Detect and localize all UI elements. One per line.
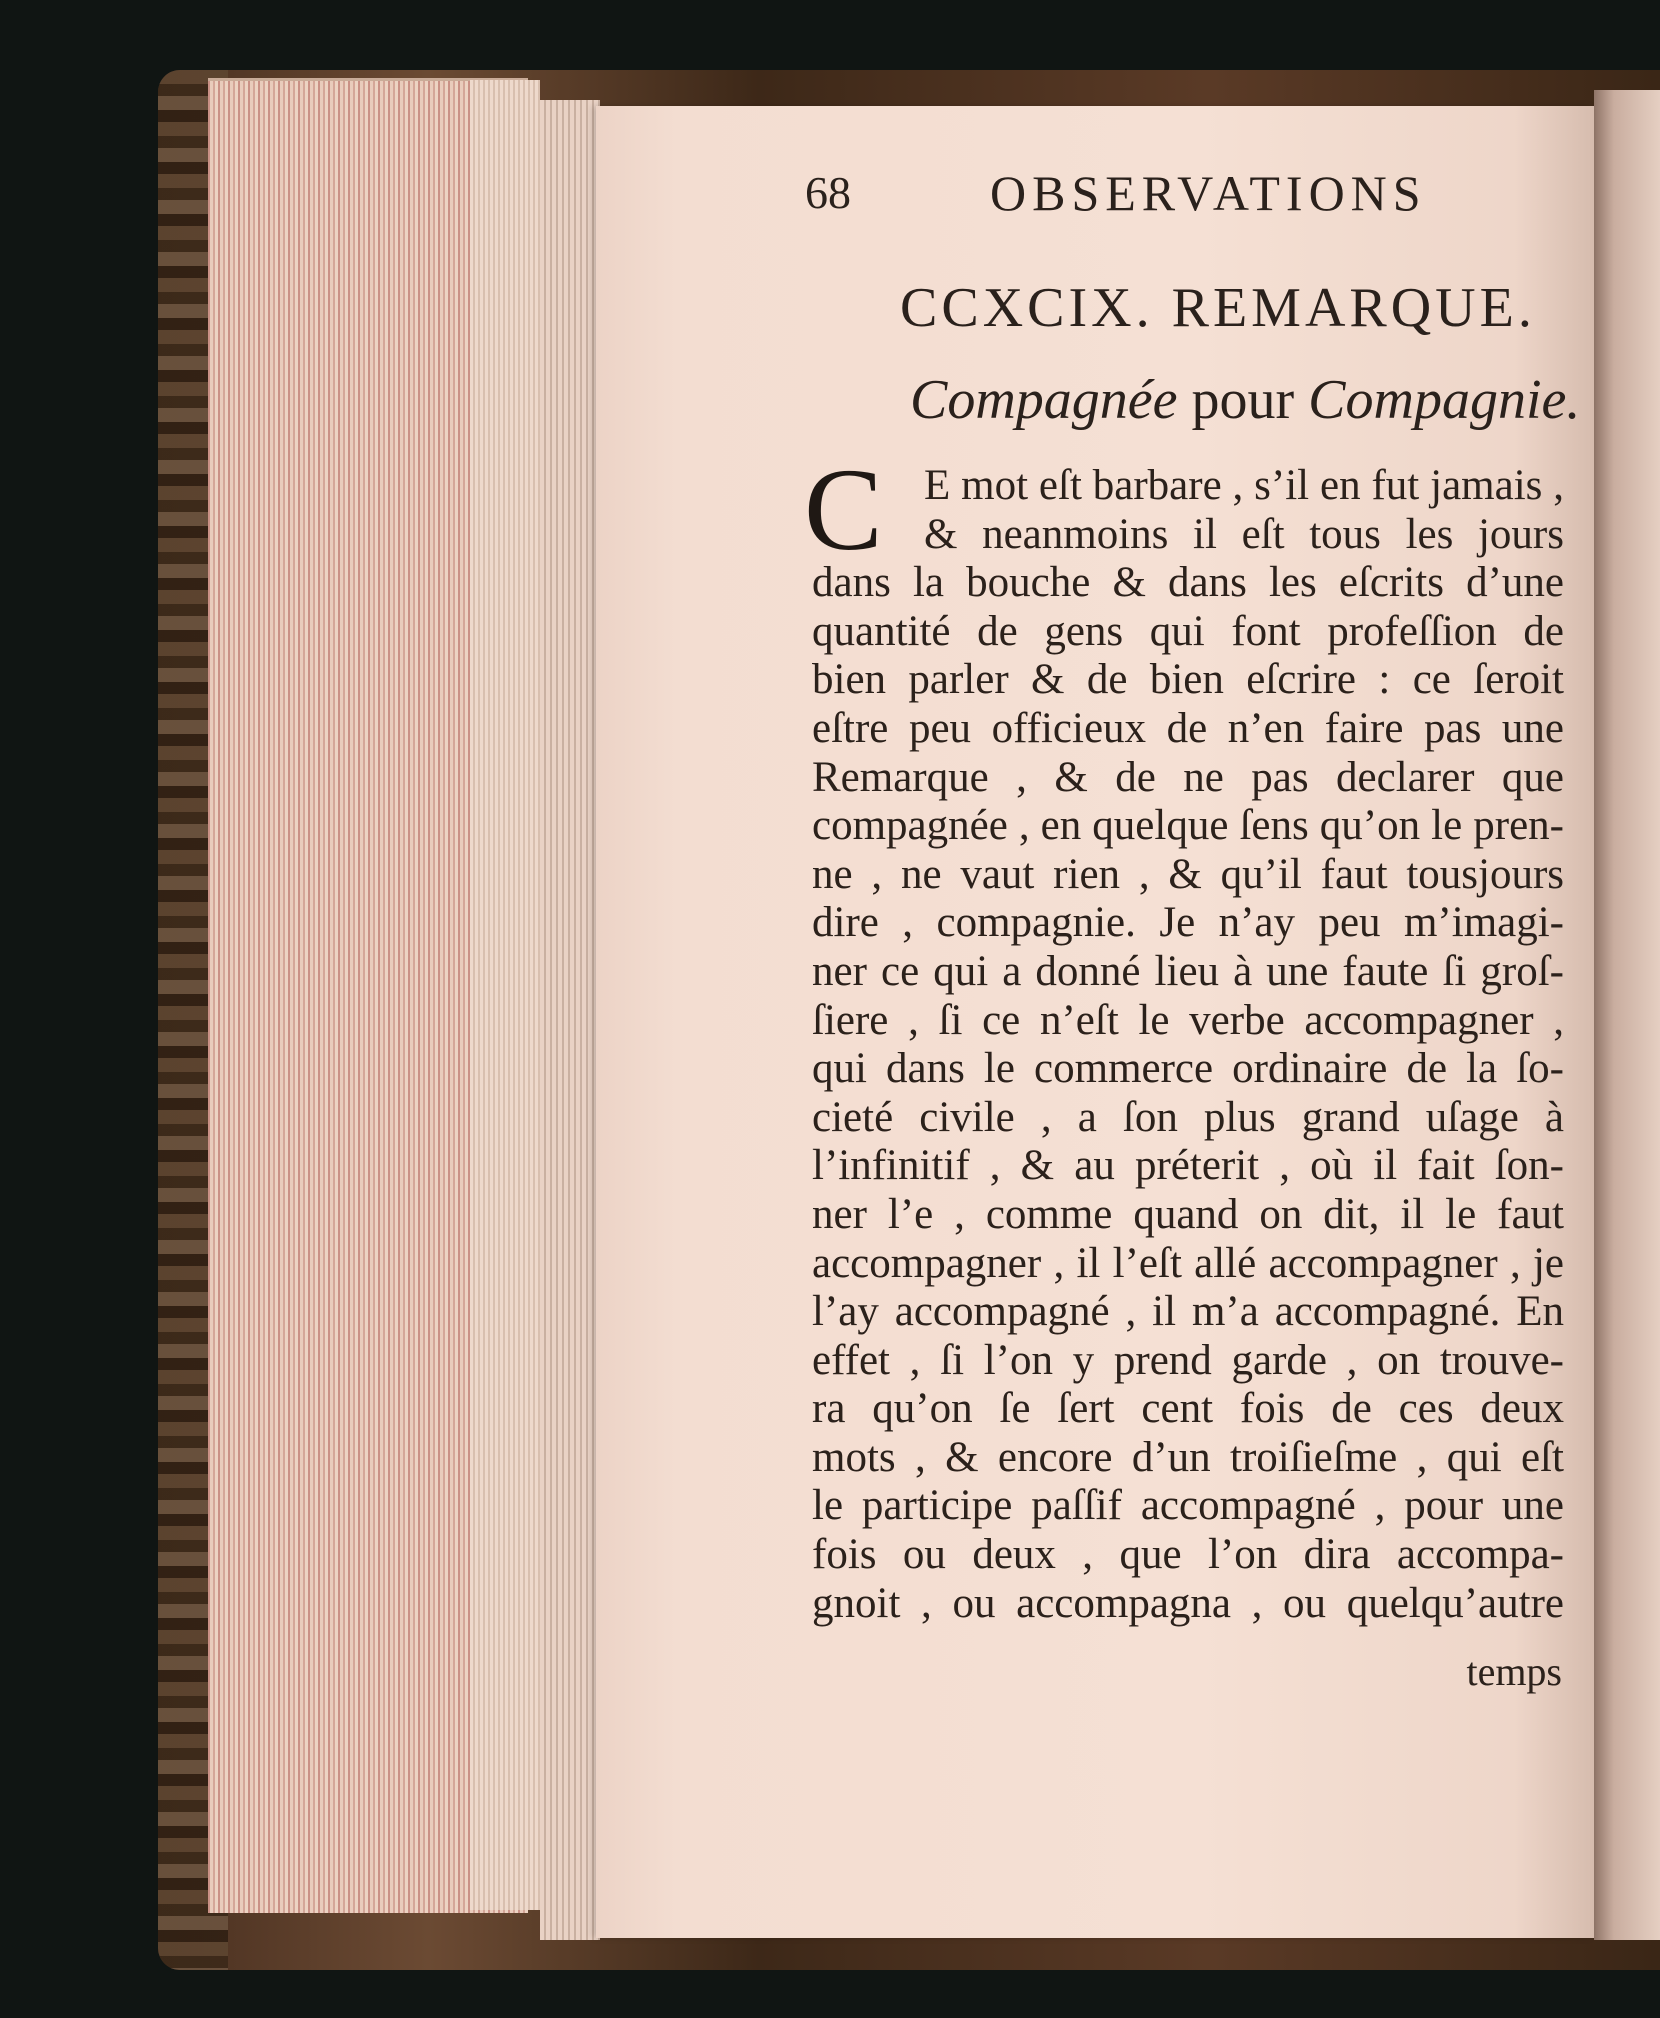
page-stack-edges bbox=[540, 100, 600, 1940]
body-line: ner ce qui a donné lieu à une faute ſi groſ- bbox=[812, 947, 1564, 995]
running-head-text: OBSERVATIONS bbox=[990, 165, 1427, 221]
drop-cap: C bbox=[804, 444, 883, 575]
body-line: mots , & encore d’un troiſieſme , qui eſt bbox=[812, 1433, 1564, 1481]
body-line: ſiere , ſi ce n’eſt le verbe accompagner , bbox=[812, 996, 1564, 1044]
body-line: cieté civile , a ſon plus grand uſage à bbox=[812, 1093, 1564, 1141]
body-text bbox=[812, 462, 1564, 1628]
subtitle-italic-1: Compagnée bbox=[910, 369, 1178, 431]
body-line: accompagner , il l’eſt allé accompagner , je bbox=[812, 1239, 1564, 1287]
body-line: dans la bouche & dans les eſcrits d’une bbox=[812, 559, 1564, 607]
running-head bbox=[990, 164, 1660, 222]
body-line: ne , ne vaut rien , & qu’il faut tousjours bbox=[812, 850, 1564, 898]
page-number: 68 bbox=[805, 167, 851, 218]
body-line: dire , compagnie. Je n’ay peu m’imagi- bbox=[812, 899, 1564, 947]
remark-title: CCXCIX. REMARQUE. bbox=[900, 277, 1536, 339]
remark-subtitle bbox=[910, 368, 1580, 432]
body-line: E mot eſt barbare , s’il en fut jamais , bbox=[924, 462, 1564, 509]
body-line: ra qu’on ſe ſert cent fois de ces deux bbox=[812, 1385, 1564, 1433]
body-line: gnoit , ou accompagna , ou quelqu’autre bbox=[812, 1579, 1564, 1627]
body-line: ner l’e , comme quand on dit, il le faut bbox=[812, 1190, 1564, 1238]
page-edges-inner bbox=[470, 80, 540, 1910]
body-line: fois ou deux , que l’on dira accompa- bbox=[812, 1531, 1564, 1579]
body-line: eſtre peu officieux de n’en faire pas une bbox=[812, 704, 1564, 752]
body-line: Remarque , & de ne pas declarer que bbox=[812, 753, 1564, 801]
body-line: bien parler & de bien eſcrire : ce ſeroit bbox=[812, 656, 1564, 704]
subtitle-mid: pour bbox=[1177, 369, 1309, 431]
body-line: effet , ſi l’on y prend garde , on trouve- bbox=[812, 1336, 1564, 1384]
facing-page-sliver bbox=[1594, 90, 1660, 1940]
body-line: compagnée , en quelque ſens qu’on le pren- bbox=[812, 802, 1564, 850]
body-line: l’infinitif , & au préterit , où il fait ſon- bbox=[812, 1142, 1564, 1190]
body-line: & neanmoins il eſt tous les jours bbox=[924, 510, 1564, 558]
catchword: temps bbox=[1466, 1649, 1562, 1694]
body-line: quantité de gens qui font profeſſion de bbox=[812, 607, 1564, 655]
body-line: qui dans le commerce ordinaire de la ſo- bbox=[812, 1045, 1564, 1093]
body-line: le participe paſſif accompagné , pour une bbox=[812, 1482, 1564, 1530]
subtitle-italic-2: Compagnie. bbox=[1308, 369, 1581, 431]
body-line: l’ay accompagné , il m’a accompagné. En bbox=[812, 1288, 1564, 1336]
